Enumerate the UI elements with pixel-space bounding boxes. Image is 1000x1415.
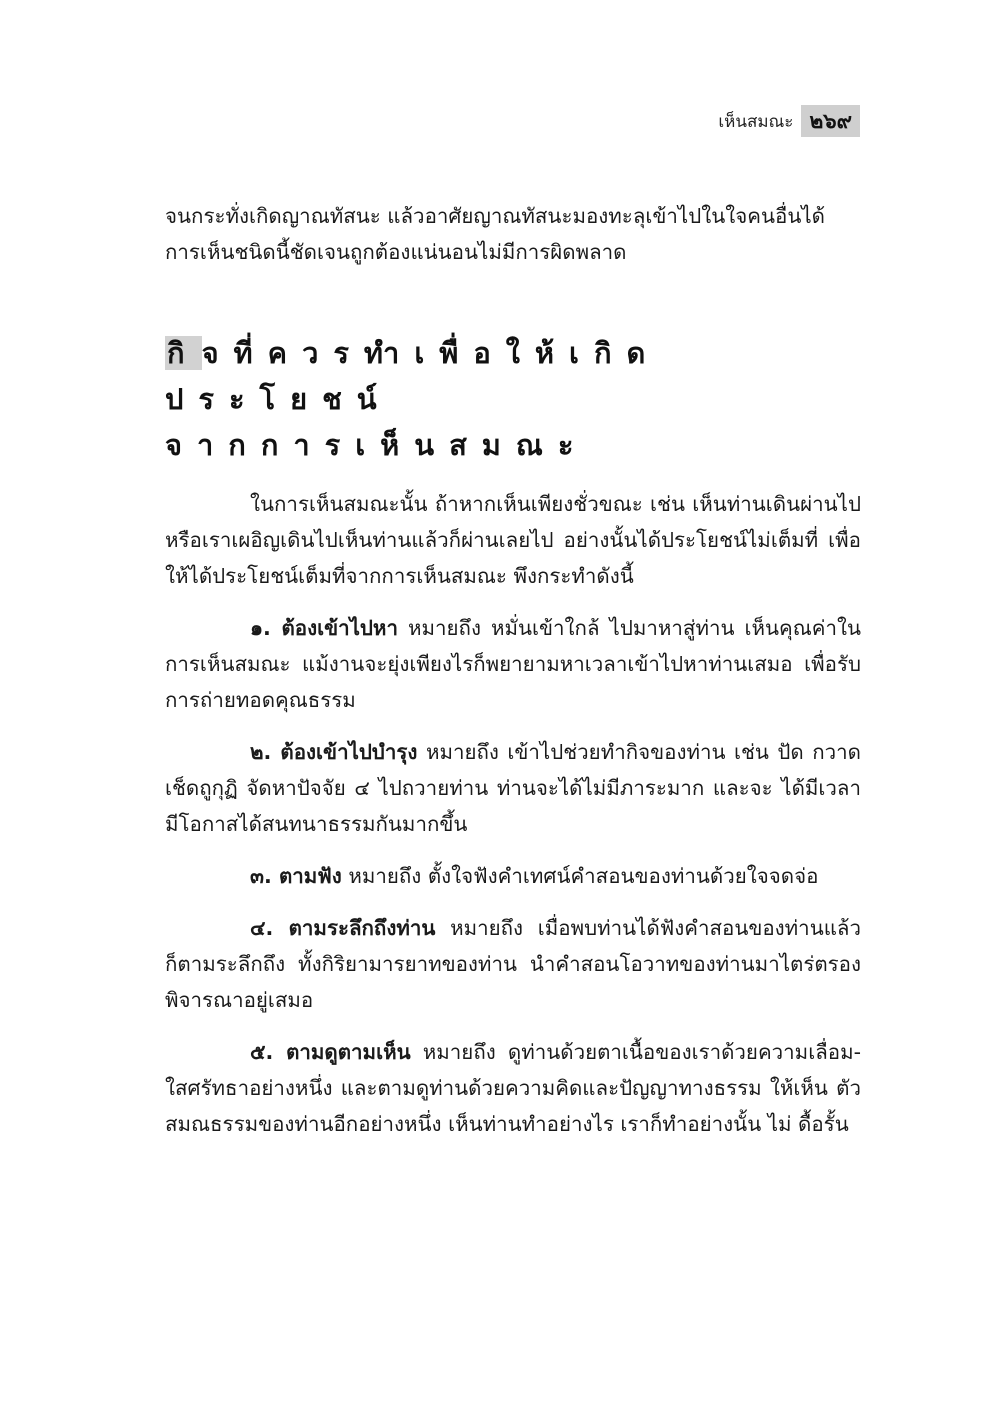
list-item bbox=[165, 858, 861, 894]
item-title: ๑. ต้องเข้าไปหา bbox=[250, 616, 398, 640]
item-text: หมายถึง เมื่อพบท่านได้ฟังคำสอนของท่านแล้ว ก็ตามระลึกถึง ทั้งกิริยามารยาทของท่าน นำคำสอนโอวาทของท่านมาไตร่ตรอง พิจารณาอยู่เสมอ bbox=[165, 916, 861, 1012]
intro-paragraph bbox=[165, 198, 861, 270]
item-title: ๔. ตามระลึกถึงท่าน bbox=[250, 916, 436, 940]
heading-line-1: จที่ควรทำเพื่อให้เกิดประโยชน์ bbox=[165, 336, 661, 416]
intro-line-1: จนกระทั่งเกิดญาณทัสนะ แล้วอาศัยญาณทัสนะมองทะลุเข้าไปในใจคนอื่นได้ bbox=[165, 204, 825, 228]
item-text: หมายถึง หมั่นเข้าใกล้ ไปมาหาสู่ท่าน เห็นคุณค่าในการเห็นสมณะ แม้งานจะยุ่งเพียงไรก็พยายามหาเวลาเข้าไปหาท่านเสมอ เพื่อรับการถ่ายทอดคุณธรรม bbox=[165, 616, 862, 712]
list-item bbox=[165, 910, 861, 1018]
heading-line-2: จากการเห็นสมณะ bbox=[165, 428, 589, 462]
running-header-title: เห็นสมณะ bbox=[718, 111, 794, 132]
section-heading bbox=[165, 330, 861, 468]
list-item bbox=[165, 734, 861, 842]
item-text: หมายถึง ดูท่านด้วยตาเนื้อของเราด้วยความเลื่อม- ใสศรัทธาอย่างหนึ่ง และตามดูท่านด้วยความคิดและปัญญาทางธรรม ให้เห็น ตัวสมณธรรมของท่านอีกอย่างหนึ่ง เห็นท่านทำอย่างไร เราก็ทำอย่างนั้น ไม่ ดื้อรั้น bbox=[165, 1040, 861, 1136]
page-number: ๒๖๙ bbox=[801, 105, 860, 137]
list-item bbox=[165, 610, 861, 718]
intro-line-2: การเห็นชนิดนี้ชัดเจนถูกต้องแน่นอนไม่มีการผิดพลาด bbox=[165, 240, 627, 264]
item-text: หมายถึง ตั้งใจฟังคำเทศน์คำสอนของท่านด้วยใจจดจ่อ bbox=[341, 864, 819, 888]
item-title: ๓. ตามฟัง bbox=[250, 864, 342, 888]
lead-paragraph: ในการเห็นสมณะนั้น ถ้าหากเห็นเพียงชั่วขณะ เช่น เห็นท่านเดินผ่านไป หรือเราเผอิญเดินไปเห็นท่านแล้วก็ผ่านเลยไป อย่างนั้นได้ประโยชน์ไม่เต็มที่ เพื่อให้ได้ประโยชน์เต็มที่จากการเห็นสมณะ พึงกระทำดังนี้ bbox=[165, 492, 861, 588]
heading-initial-letter: กิ bbox=[167, 336, 200, 370]
item-text: หมายถึง เข้าไปช่วยทำกิจของท่าน เช่น ปัด กวาดเช็ดถูกุฏิ จัดหาปัจจัย ๔ ไปถวายท่าน ท่านจะได้ไม่มีภาระมาก และจะ ได้มีเวลามีโอกาสได้สนทนาธรรมกันมากขึ้น bbox=[165, 740, 861, 836]
page-header bbox=[718, 104, 860, 138]
list-item bbox=[165, 1034, 861, 1142]
item-title: ๒. ต้องเข้าไปบำรุง bbox=[250, 740, 418, 764]
item-title: ๕. ตามดูตามเห็น bbox=[250, 1040, 411, 1064]
page-body bbox=[165, 198, 861, 1142]
